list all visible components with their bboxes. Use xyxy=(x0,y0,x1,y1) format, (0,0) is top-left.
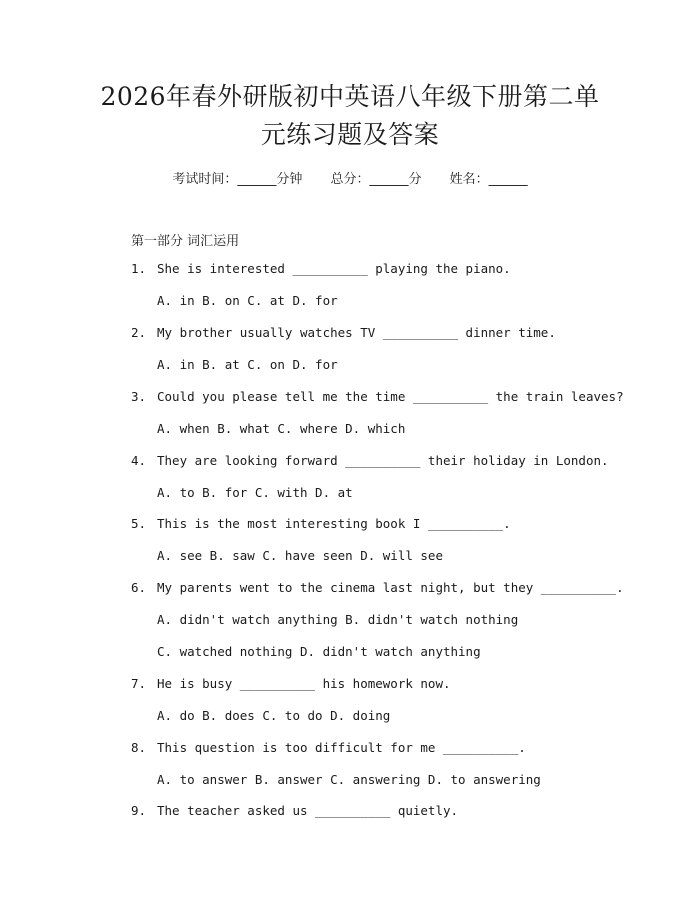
exam-meta xyxy=(0,168,700,187)
question xyxy=(131,325,556,340)
question-text: This question is too difficult for me __________. xyxy=(157,740,526,755)
question-options: A. to answer B. answer C. answering D. to answering xyxy=(157,772,541,787)
question-text: My brother usually watches TV __________ dinner time. xyxy=(157,325,556,340)
question xyxy=(131,261,511,276)
question-number: 2. xyxy=(131,325,147,340)
question-options: A. when B. what C. where D. which xyxy=(157,421,406,436)
question-number: 8. xyxy=(131,740,147,755)
question-options: C. watched nothing D. didn't watch anything xyxy=(157,644,481,659)
question-options: A. in B. on C. at D. for xyxy=(157,293,338,308)
question-number: 1. xyxy=(131,261,147,276)
question-options: A. do B. does C. to do D. doing xyxy=(157,708,391,723)
question-options: A. to B. for C. with D. at xyxy=(157,485,353,500)
student-name: 姓名：______ xyxy=(449,172,528,187)
question xyxy=(131,803,458,818)
question-options: A. see B. saw C. have seen D. will see xyxy=(157,548,443,563)
title-line-2: 元练习题及答案 xyxy=(260,120,440,149)
question-options: A. didn't watch anything B. didn't watch nothing xyxy=(157,612,519,627)
question-number: 6. xyxy=(131,580,147,595)
question xyxy=(131,516,511,531)
question-number: 7. xyxy=(131,676,147,691)
question-options: A. in B. at C. on D. for xyxy=(157,357,338,372)
question xyxy=(131,676,451,691)
question-number: 9. xyxy=(131,803,147,818)
question-text: The teacher asked us __________ quietly. xyxy=(157,803,459,818)
title-line-1: 2026年春外研版初中英语八年级下册第二单 xyxy=(100,82,600,111)
section-title: 第一部分 词汇运用 xyxy=(131,234,240,249)
question-text: This is the most interesting book I __________. xyxy=(157,516,511,531)
document-title xyxy=(60,78,640,154)
question-text: My parents went to the cinema last night, but they __________. xyxy=(157,580,624,595)
question xyxy=(131,389,624,404)
question-text: He is busy __________ his homework now. xyxy=(157,676,451,691)
question-number: 3. xyxy=(131,389,147,404)
question-text: She is interested __________ playing the piano. xyxy=(157,261,511,276)
question xyxy=(131,580,624,595)
exam-score: 总分：______分 xyxy=(330,172,422,187)
question-number: 4. xyxy=(131,453,147,468)
question-text: Could you please tell me the time __________ the train leaves? xyxy=(157,389,624,404)
question xyxy=(131,453,609,468)
question-text: They are looking forward __________ their holiday in London. xyxy=(157,453,609,468)
question-number: 5. xyxy=(131,516,147,531)
question xyxy=(131,740,526,755)
exam-time: 考试时间：______分钟 xyxy=(172,172,303,187)
